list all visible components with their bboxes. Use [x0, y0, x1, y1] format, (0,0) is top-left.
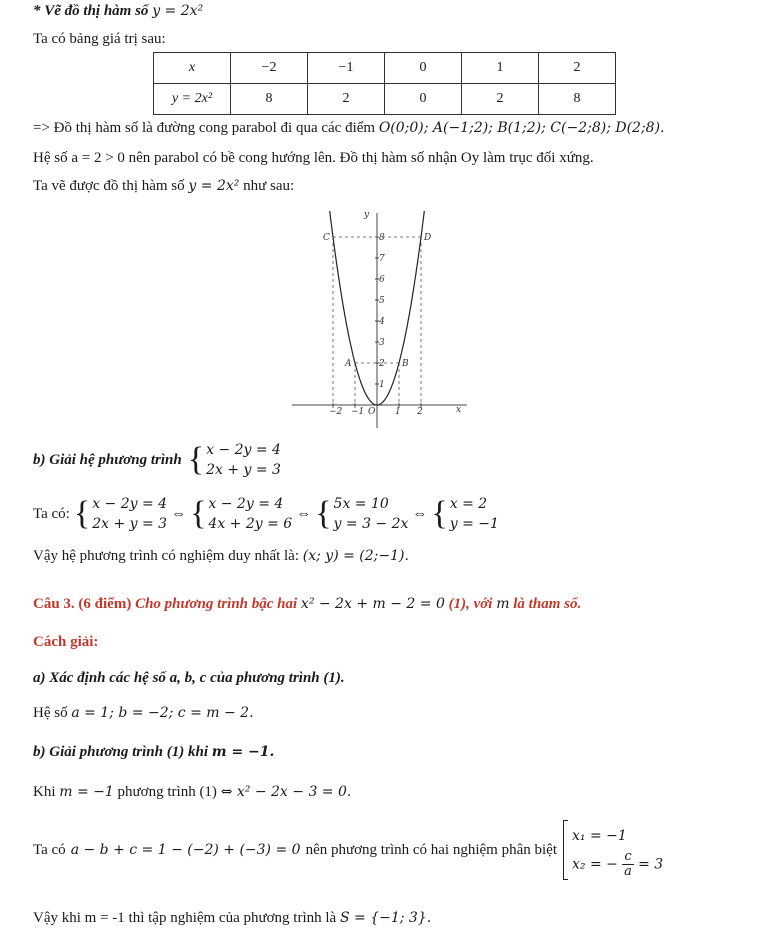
- part-3b-line-2: [33, 820, 663, 880]
- table-cell: 2: [539, 53, 616, 84]
- root-2-rhs: = 3: [638, 856, 664, 872]
- table-cell: 2: [308, 84, 385, 115]
- x-axis-label: x: [456, 405, 462, 415]
- heading-func: y = 2x²: [152, 3, 204, 19]
- step-2-eq-1: x − 2y = 4: [208, 496, 284, 512]
- table-cell: −2: [231, 53, 308, 84]
- origin-label: O: [368, 407, 376, 417]
- question-3-var: m: [496, 596, 510, 612]
- answer-label: Hệ số: [33, 705, 68, 721]
- y-tick-label: 2: [379, 359, 385, 369]
- bracket-icon: [563, 820, 568, 880]
- fraction: [622, 850, 633, 879]
- step-4-eq-2: y = −1: [449, 516, 499, 532]
- result-text: Vậy hệ phương trình có nghiệm duy nhất là:: [33, 548, 300, 564]
- system-step-4: [450, 494, 499, 534]
- point-label: D: [424, 233, 432, 243]
- equation-1: x − 2y = 4: [206, 442, 281, 458]
- x-tick-label: −2: [329, 407, 343, 417]
- line-text: Ta có: [33, 841, 66, 858]
- question-3-title: [33, 596, 581, 613]
- part-3a-answer: [33, 705, 254, 722]
- table-row: [154, 53, 616, 84]
- part-3b-heading-text: b) Giải phương trình (1) khi: [33, 744, 208, 760]
- final-math: S = {−1; 3}.: [339, 910, 432, 926]
- equation-2: 2x + y = 3: [206, 462, 281, 478]
- table-cell: 0: [385, 53, 462, 84]
- question-3-text-2: (1), với: [448, 596, 493, 612]
- parabola-graph: [282, 205, 472, 430]
- ta-co-label: Ta có:: [33, 505, 70, 522]
- conclusion-func: y = 2x²: [188, 178, 240, 194]
- y-tick-label: 6: [379, 275, 385, 285]
- brace-icon: {: [315, 495, 332, 532]
- solution-chain: [33, 494, 499, 534]
- final-answer: [33, 910, 431, 927]
- y-axis-label: y: [364, 210, 370, 220]
- table-intro: Ta có bảng giá trị sau:: [33, 31, 166, 47]
- y-tick-label: 8: [379, 233, 385, 243]
- conclusion-points: O(0;0); A(−1;2); B(1;2); C(−2;8); D(2;8).: [378, 120, 665, 136]
- part-b-heading: [33, 440, 281, 480]
- part-b-result: [33, 548, 409, 565]
- table-cell: y = 2x²: [154, 84, 231, 115]
- line-text: Khi: [33, 784, 56, 800]
- final-text: Vậy khi m = -1 thì tập nghiệm của phương trình là: [33, 910, 337, 926]
- part-3b-line-1: [33, 784, 351, 801]
- line-math: a − b + c = 1 − (−2) + (−3) = 0: [70, 842, 301, 858]
- system-equations: [206, 440, 281, 480]
- point-label: C: [323, 233, 330, 243]
- table-cell: 2: [462, 84, 539, 115]
- y-tick-label: 7: [379, 254, 385, 264]
- question-3-equation: x² − 2x + m − 2 = 0: [300, 596, 445, 612]
- brace-icon: {: [431, 495, 448, 532]
- part-3b-heading-math: m = −1.: [211, 744, 275, 760]
- point-label: B: [402, 359, 409, 369]
- point-label: A: [345, 359, 352, 369]
- root-2-lhs: x₂ = −: [572, 856, 618, 872]
- conclusion-text: => Đồ thị hàm số là đường cong parabol đi qua các điểm: [33, 120, 376, 136]
- line-math: ⇔ x² − 2x − 3 = 0.: [220, 784, 352, 800]
- table-cell: 1: [462, 53, 539, 84]
- y-tick-label: 4: [379, 317, 385, 327]
- brace-icon: {: [187, 441, 205, 478]
- question-3-label: Câu 3. (6 điểm): [33, 596, 132, 612]
- line-text: phương trình (1): [117, 784, 217, 800]
- question-3-text-3: là tham số.: [513, 596, 582, 612]
- table-cell: x: [154, 53, 231, 84]
- system-step-2: [208, 494, 292, 534]
- conclusion-line-1: [33, 120, 665, 137]
- part-3a-heading: a) Xác định các hệ số a, b, c của phương trình (1).: [33, 670, 345, 686]
- step-3-eq-2: y = 3 − 2x: [333, 516, 409, 532]
- system-step-3: [334, 494, 409, 534]
- y-tick-label: 3: [379, 338, 385, 348]
- equivalence-arrow: ⇔: [412, 505, 428, 522]
- value-table: [153, 52, 616, 115]
- graph-section-heading: [33, 3, 203, 20]
- roots: [572, 822, 663, 879]
- step-2-eq-2: 4x + 2y = 6: [208, 516, 293, 532]
- step-1-eq-2: 2x + y = 3: [92, 516, 168, 532]
- fraction-denominator: a: [624, 863, 632, 879]
- brace-icon: {: [190, 495, 207, 532]
- equivalence-arrow: ⇔: [296, 505, 312, 522]
- answer-math: a = 1; b = −2; c = m − 2.: [71, 705, 254, 721]
- conclusion-line-2: Hệ số a = 2 > 0 nên parabol có bề cong hướng lên. Đồ thị hàm số nhận Oy làm trục đối xứng.: [33, 150, 594, 166]
- conclusion-text-end: như sau:: [243, 178, 295, 194]
- cach-giai-label: Cách giải:: [33, 634, 99, 650]
- conclusion-text: Ta vẽ được đồ thị hàm số: [33, 178, 185, 194]
- root-1: x₁ = −1: [572, 827, 627, 844]
- y-tick-label: 5: [379, 296, 385, 306]
- line-text: nên phương trình có hai nghiệm phân biệt: [305, 841, 557, 858]
- equivalence-arrow: ⇔: [171, 505, 187, 522]
- x-tick-label: −1: [351, 407, 365, 417]
- root-2: [572, 850, 663, 879]
- table-cell: 8: [231, 84, 308, 115]
- part-b-heading-text: b) Giải hệ phương trình: [33, 451, 182, 468]
- x-tick-label: 1: [395, 407, 401, 417]
- heading-text: * Vẽ đồ thị hàm số: [33, 3, 149, 19]
- fraction-numerator: c: [624, 848, 632, 864]
- result-math: (x; y) = (2;−1).: [302, 548, 409, 564]
- x-tick-label: 2: [417, 407, 423, 417]
- line-math: m = −1: [59, 784, 114, 800]
- step-4-eq-1: x = 2: [449, 496, 488, 512]
- system-step-1: [92, 494, 167, 534]
- table-row: [154, 84, 616, 115]
- y-tick-label: 1: [379, 380, 385, 390]
- table-cell: 8: [539, 84, 616, 115]
- step-1-eq-1: x − 2y = 4: [92, 496, 168, 512]
- table-cell: 0: [385, 84, 462, 115]
- question-3-text: Cho phương trình bậc hai: [135, 596, 298, 612]
- part-3b-heading: [33, 744, 274, 761]
- step-3-eq-1: 5x = 10: [333, 496, 389, 512]
- brace-icon: {: [73, 495, 91, 532]
- table-cell: −1: [308, 53, 385, 84]
- conclusion-line-3: [33, 178, 294, 195]
